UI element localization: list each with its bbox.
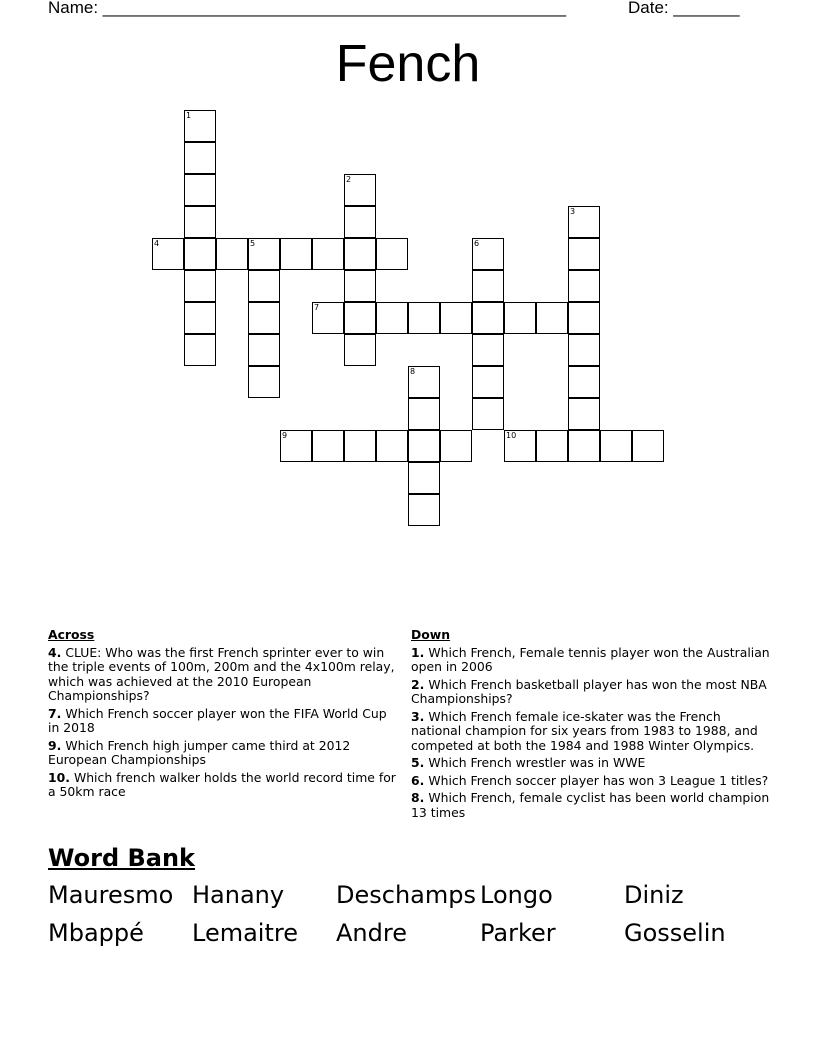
crossword-cell[interactable] [184,142,216,174]
crossword-cell[interactable] [344,206,376,238]
clue-across-4: 4. CLUE: Who was the first French sprinter ever to win the triple events of 100m, 200m and the 4x100m relay, which was achieved at the 2010 European Championships? [48,644,395,703]
crossword-cell[interactable] [408,302,440,334]
crossword-cell[interactable] [152,238,184,270]
crossword-cell[interactable] [568,206,600,238]
clue-down-2: 2. Which French basketball player has won the most NBA Championships? [411,676,767,706]
word-bank-item: Deschamps [336,881,476,909]
word-bank-item: Hanany [192,881,285,909]
crossword-cell[interactable] [504,430,536,462]
word-bank-item: Mbappé [48,919,144,947]
word-bank-item: Gosselin [624,919,726,947]
crossword-cell[interactable] [376,430,408,462]
crossword-cell[interactable] [536,430,568,462]
cell-number: 10 [506,431,517,440]
clue-across-9: 9. Which French high jumper came third at 2012 European Championships [48,737,351,767]
crossword-cell[interactable] [440,302,472,334]
crossword-cell[interactable] [376,302,408,334]
crossword-cell[interactable] [568,398,600,430]
clue-down-8: 8. Which French, female cyclist has been world champion 13 times [411,790,770,820]
crossword-cell[interactable] [472,302,504,334]
crossword-cell[interactable] [408,430,440,462]
crossword-cell[interactable] [184,238,216,270]
cell-number: 8 [410,367,416,376]
crossword-cell[interactable] [216,238,248,270]
cell-number: 5 [250,239,256,248]
crossword-cell[interactable] [184,302,216,334]
clue-down-3: 3. Which French female ice-skater was the French national champion for six years from 1983 to 1988, and competed at both the 1984 and 1988 Winter Olympics. [411,708,758,753]
crossword-cell[interactable] [248,366,280,398]
clue-down-5: 5. Which French wrestler was in WWE [411,755,646,770]
crossword-cell[interactable] [568,238,600,270]
crossword-cell[interactable] [408,494,440,526]
cell-number: 1 [186,111,192,120]
crossword-cell[interactable] [344,270,376,302]
crossword-cell[interactable] [408,462,440,494]
crossword-cell[interactable] [568,430,600,462]
crossword-cell[interactable] [504,302,536,334]
page-title: Fench [335,35,481,93]
crossword-cell[interactable] [184,174,216,206]
word-bank-item: Lemaitre [192,919,298,947]
word-bank-item: Parker [480,919,556,947]
crossword-cell[interactable] [408,398,440,430]
crossword-cell[interactable] [568,366,600,398]
down-clues [411,628,771,823]
word-bank-item: Andre [336,919,407,947]
crossword-cell[interactable] [472,334,504,366]
crossword-cell[interactable] [568,270,600,302]
crossword-cell[interactable] [472,270,504,302]
crossword-cell[interactable] [536,302,568,334]
word-bank [48,880,778,948]
crossword-cell[interactable] [344,238,376,270]
cell-number: 9 [282,431,288,440]
crossword-cell[interactable] [344,302,376,334]
crossword-cell[interactable] [280,430,312,462]
date-field-label: Date: _______ [628,0,740,17]
word-bank-item: Diniz [624,881,684,909]
crossword-cell[interactable] [376,238,408,270]
crossword-cell[interactable] [344,430,376,462]
name-field-label: Name: _________________________________________________ [48,0,567,17]
crossword-cell[interactable] [312,302,344,334]
across-clues [48,628,396,803]
clue-across-7: 7. Which French soccer player won the FIFA World Cup in 2018 [48,705,387,735]
across-heading: Across [48,627,95,642]
crossword-cell[interactable] [312,238,344,270]
crossword-cell[interactable] [248,238,280,270]
clue-down-6: 6. Which French soccer player has won 3 League 1 titles? [411,772,769,788]
cell-number: 4 [154,239,160,248]
cell-number: 3 [570,207,576,216]
crossword-cell[interactable] [440,430,472,462]
crossword-cell[interactable] [280,238,312,270]
down-heading: Down [411,627,451,642]
crossword-cell[interactable] [248,302,280,334]
crossword-cell[interactable] [312,430,344,462]
word-bank-title: Word Bank [48,844,196,872]
crossword-cell[interactable] [248,270,280,302]
crossword-cell[interactable] [568,302,600,334]
crossword-cell[interactable] [472,398,504,430]
crossword-cell[interactable] [184,270,216,302]
cell-number: 2 [346,175,352,184]
clue-across-10: 10. Which french walker holds the world record time for a 50km race [48,769,396,799]
crossword-cell[interactable] [568,334,600,366]
crossword-cell[interactable] [408,366,440,398]
crossword-cell[interactable] [600,430,632,462]
crossword-cell[interactable] [344,174,376,206]
crossword-cell[interactable] [184,334,216,366]
clue-down-1: 1. Which French, Female tennis player won the Australian open in 2006 [411,644,770,674]
crossword-cell[interactable] [248,334,280,366]
crossword-cell[interactable] [184,206,216,238]
crossword-cell[interactable] [632,430,664,462]
word-bank-item: Mauresmo [48,881,174,909]
cell-number: 6 [474,239,480,248]
cell-number: 7 [314,303,320,312]
crossword-cell[interactable] [472,366,504,398]
word-bank-item: Longo [480,881,553,909]
crossword-cell[interactable] [184,110,216,142]
crossword-cell[interactable] [344,334,376,366]
crossword-cell[interactable] [472,238,504,270]
